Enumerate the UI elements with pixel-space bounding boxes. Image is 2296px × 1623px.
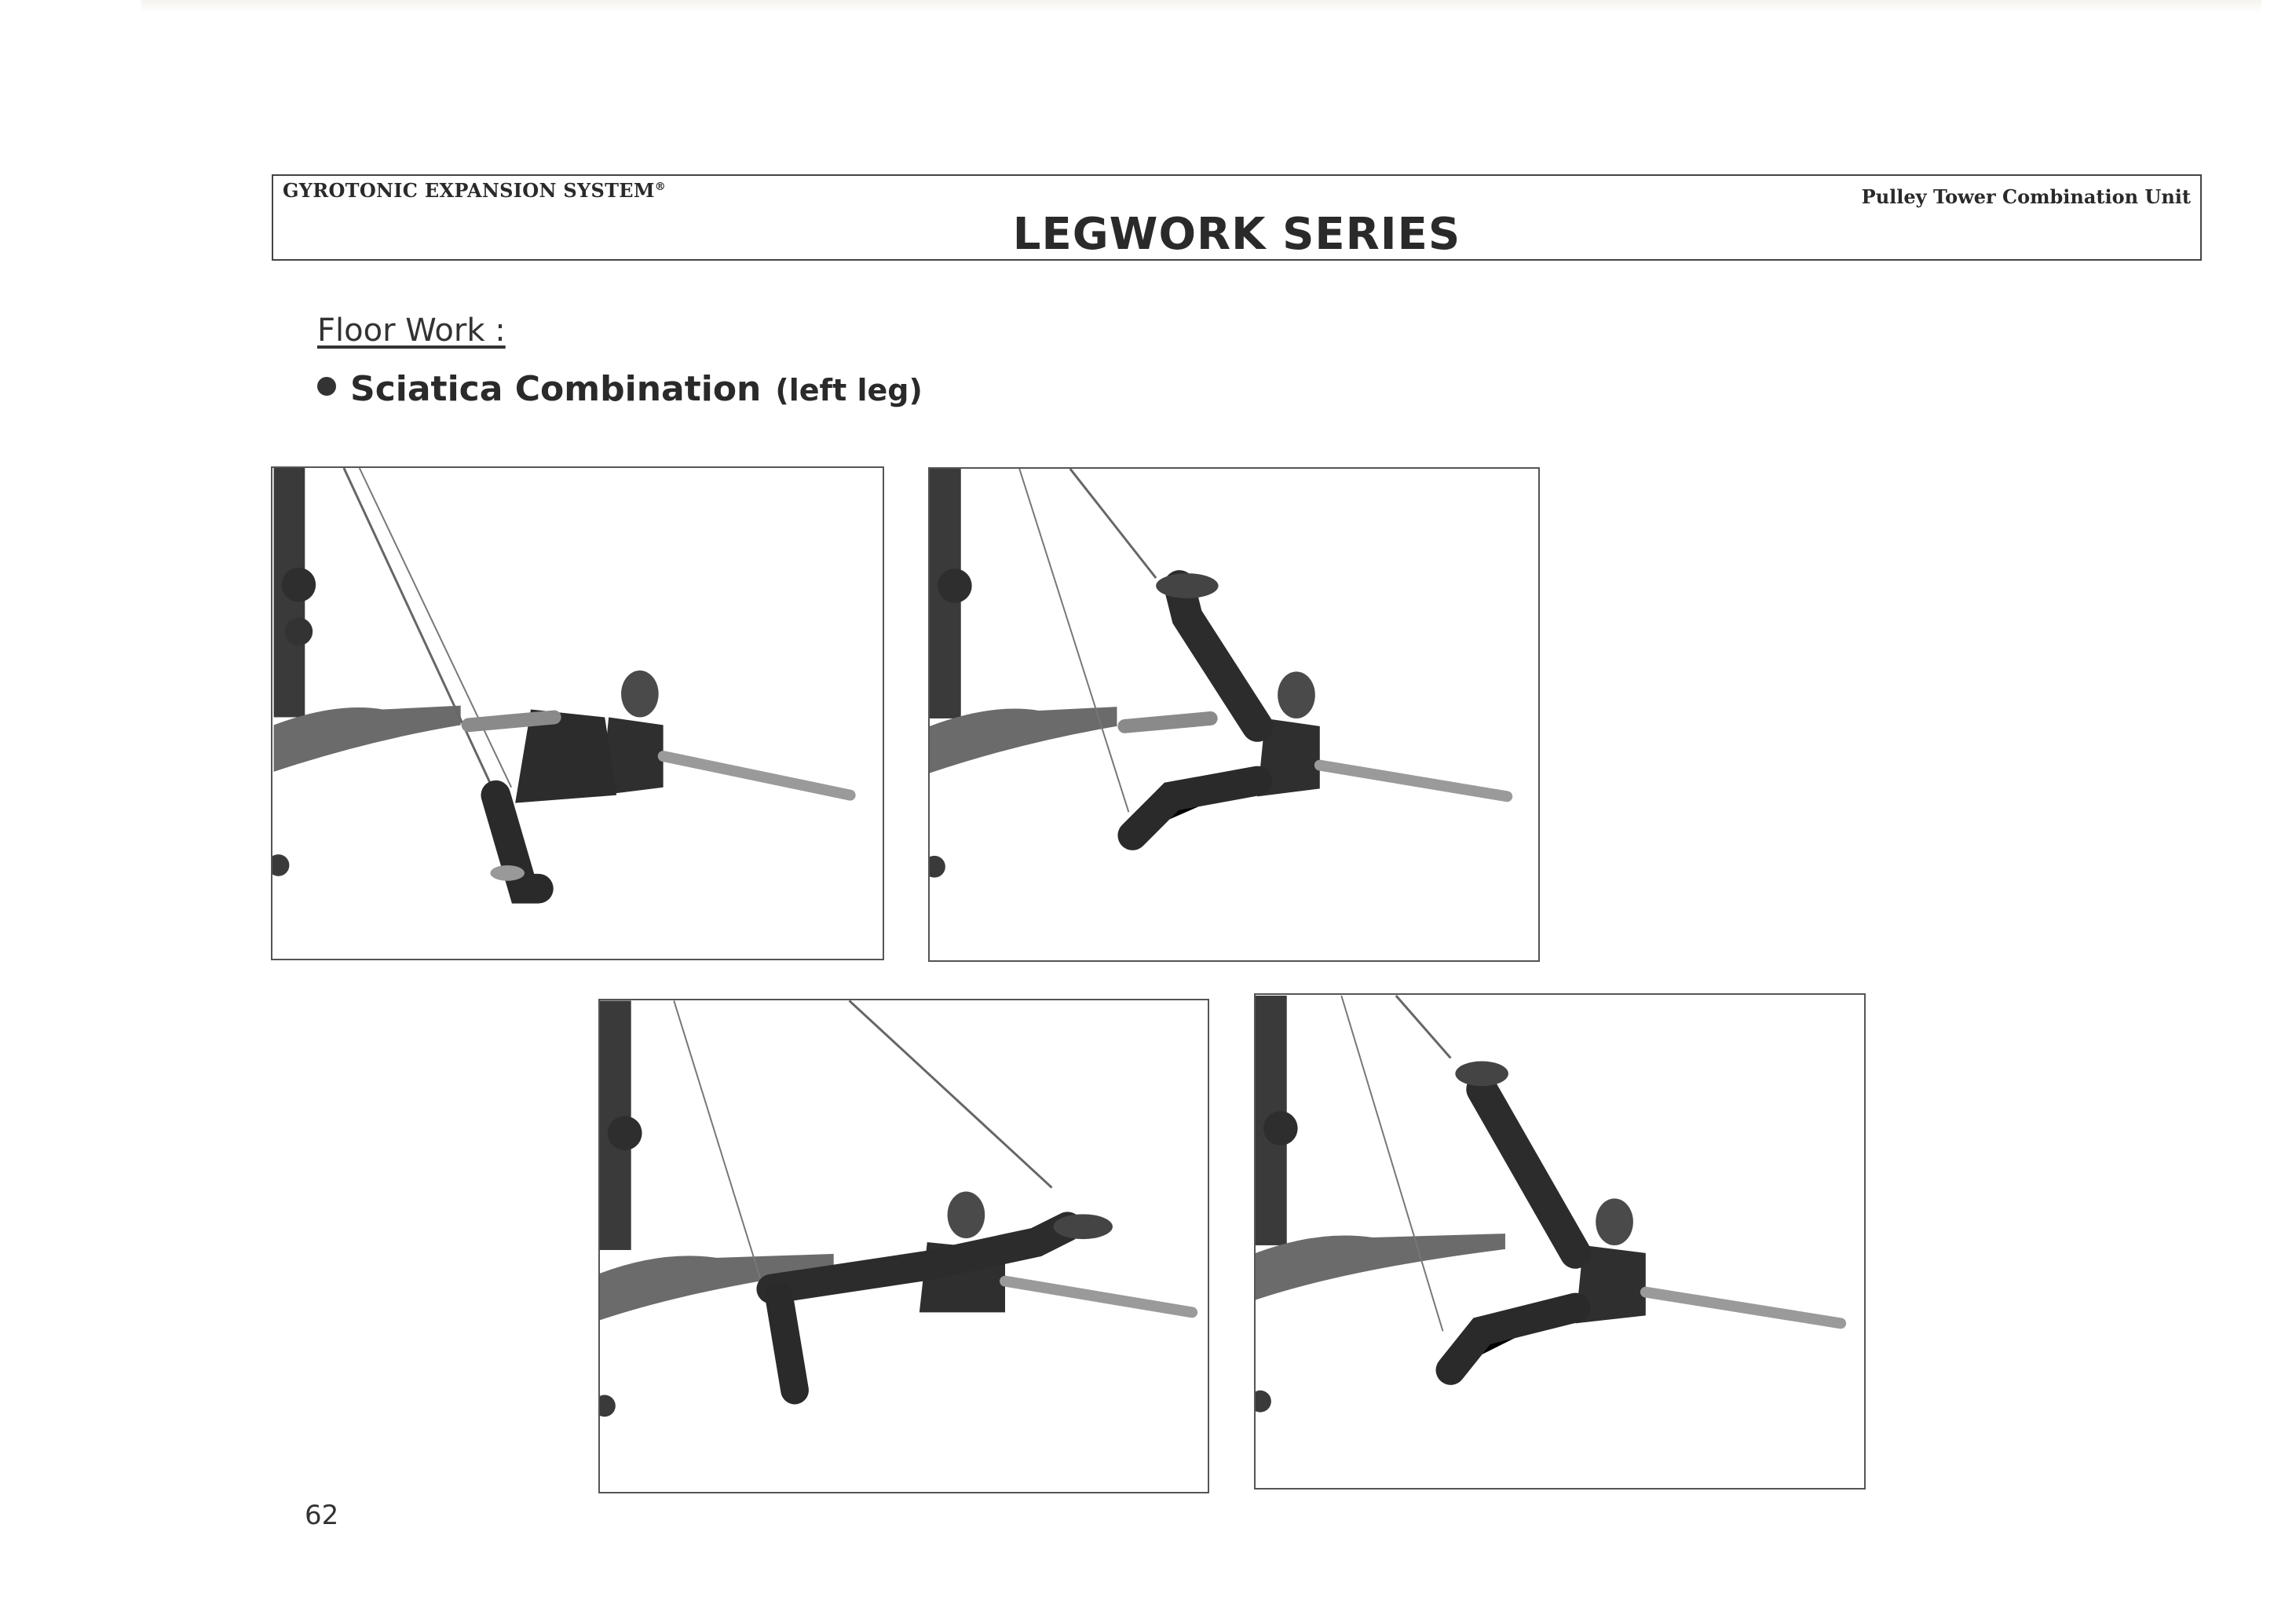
scan-edge [141,0,2261,13]
exercise-photo-2 [928,467,1540,962]
page-title: LEGWORK SERIES [1012,209,1461,260]
photo-1-illustration [272,468,883,959]
exercise-heading [317,369,923,409]
exercise-photo-4 [1254,993,1866,1490]
brand-text: GYROTONIC EXPANSION SYSTEM [283,179,655,202]
unit-name: Pulley Tower Combination Unit [1861,185,2191,208]
photo-2-illustration [930,469,1538,960]
photo-4-illustration [1256,995,1864,1488]
section-label: Floor Work : [317,313,506,349]
bullet-icon [317,377,336,396]
page-header [272,174,2202,261]
exercise-photo-1 [271,466,884,960]
photo-3-illustration [600,1000,1208,1492]
brand-name [283,179,666,202]
exercise-photo-3 [598,999,1209,1493]
exercise-side: (left leg) [775,373,923,408]
registered-mark: ® [654,181,667,193]
exercise-name: Sciatica Combination [350,369,762,409]
page-number: 62 [305,1500,339,1531]
